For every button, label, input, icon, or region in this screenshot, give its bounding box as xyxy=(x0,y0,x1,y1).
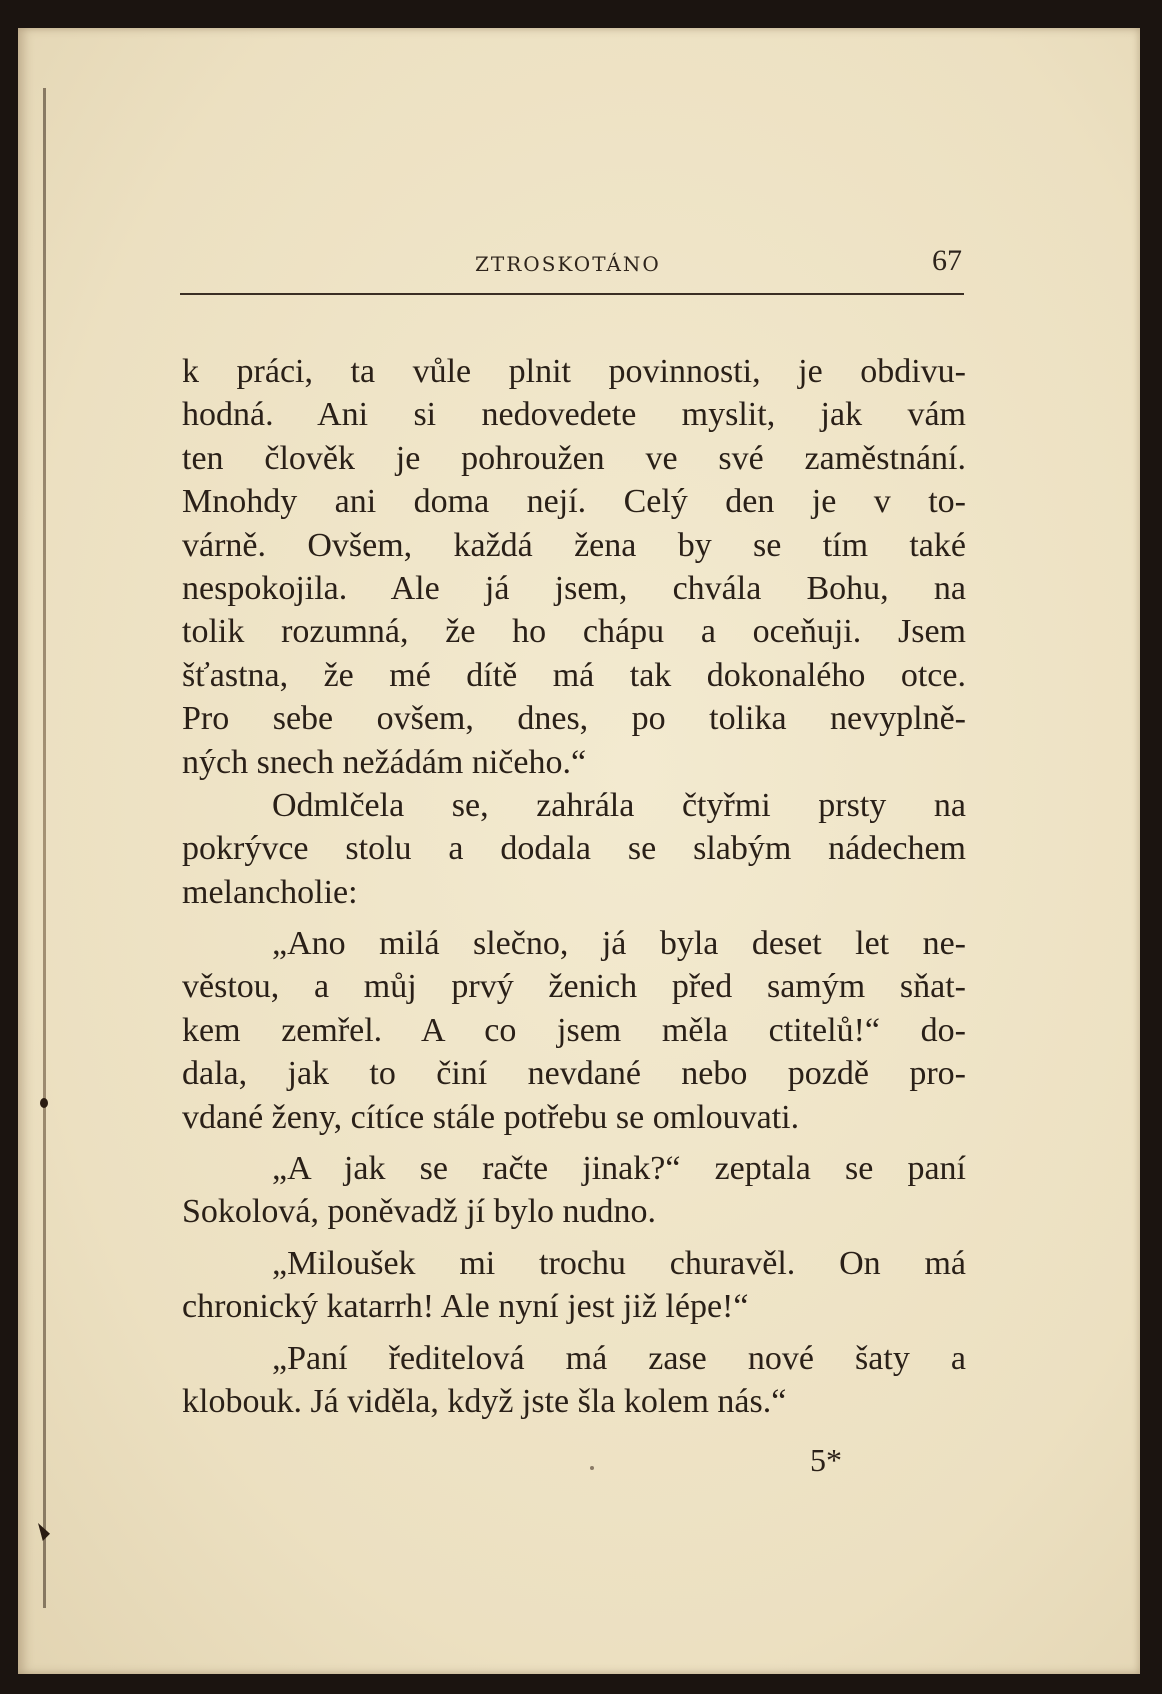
text-line: klobouk. Já viděla, když jste šla kolem nás.“ xyxy=(182,1382,787,1420)
text-line: dala, jak to činí nevdané nebo pozdě pro- xyxy=(182,1055,966,1093)
text-line: vdané ženy, cítíce stále potřebu se omlouvati. xyxy=(182,1098,800,1136)
signature-mark: 5* xyxy=(810,1442,842,1478)
text-line: Mnohdy ani doma nejí. Celý den je v to- xyxy=(182,483,966,521)
text-line: ných snech nežádám ničeho.“ xyxy=(182,743,587,781)
page-number: 67 xyxy=(932,244,962,277)
text-line: várně. Ovšem, každá žena by se tím také xyxy=(182,526,966,564)
text-line: kem zemřel. A co jsem měla ctitelů!“ do- xyxy=(182,1011,966,1049)
text-line: pokrývce stolu a dodala se slabým nádechem xyxy=(182,830,966,868)
paragraph xyxy=(182,1242,966,1329)
page-speck xyxy=(590,1466,594,1470)
running-title: ZTROSKOTÁNO xyxy=(475,252,661,276)
text-line: Pro sebe ovšem, dnes, po tolika nevyplně- xyxy=(182,700,966,738)
text-line: k práci, ta vůle plnit povinnosti, je obdivu- xyxy=(182,353,966,390)
paragraph xyxy=(182,1337,966,1424)
paragraph xyxy=(182,350,966,784)
running-head xyxy=(180,244,964,278)
text-line: „Paní ředitelová má zase nové šaty a xyxy=(272,1339,966,1377)
text-line: hodná. Ani si nedovedete myslit, jak vám xyxy=(182,396,966,434)
binding-gutter xyxy=(43,88,46,1608)
paragraph xyxy=(182,784,966,914)
paragraph xyxy=(182,1147,966,1234)
text-line: ten člověk je pohroužen ve své zaměstnání. xyxy=(182,439,966,477)
text-line: Odmlčela se, zahrála čtyřmi prsty na xyxy=(272,786,966,824)
text-line: melancholie: xyxy=(182,873,358,911)
gutter-speck xyxy=(40,1098,48,1108)
header-rule xyxy=(180,293,964,295)
text-line: šťastna, že mé dítě má tak dokonalého otce. xyxy=(182,656,966,694)
text-line: Sokolová, poněvadž jí bylo nudno. xyxy=(182,1193,657,1231)
text-line: „Ano milá slečno, já byla deset let ne- xyxy=(272,925,966,963)
text-line: nespokojila. Ale já jsem, chvála Bohu, na xyxy=(182,569,966,607)
text-line: chronický katarrh! Ale nyní jest již lépe!“ xyxy=(182,1288,749,1326)
text-line: tolik rozumná, že ho chápu a oceňuji. Jsem xyxy=(182,613,966,651)
body-text xyxy=(182,350,966,1423)
text-line: věstou, a můj prvý ženich před samým sňat- xyxy=(182,968,966,1006)
text-line: „A jak se račte jinak?“ zeptala se paní xyxy=(272,1150,966,1188)
paragraph xyxy=(182,922,966,1139)
text-line: „Miloušek mi trochu churavěl. On má xyxy=(272,1244,966,1282)
